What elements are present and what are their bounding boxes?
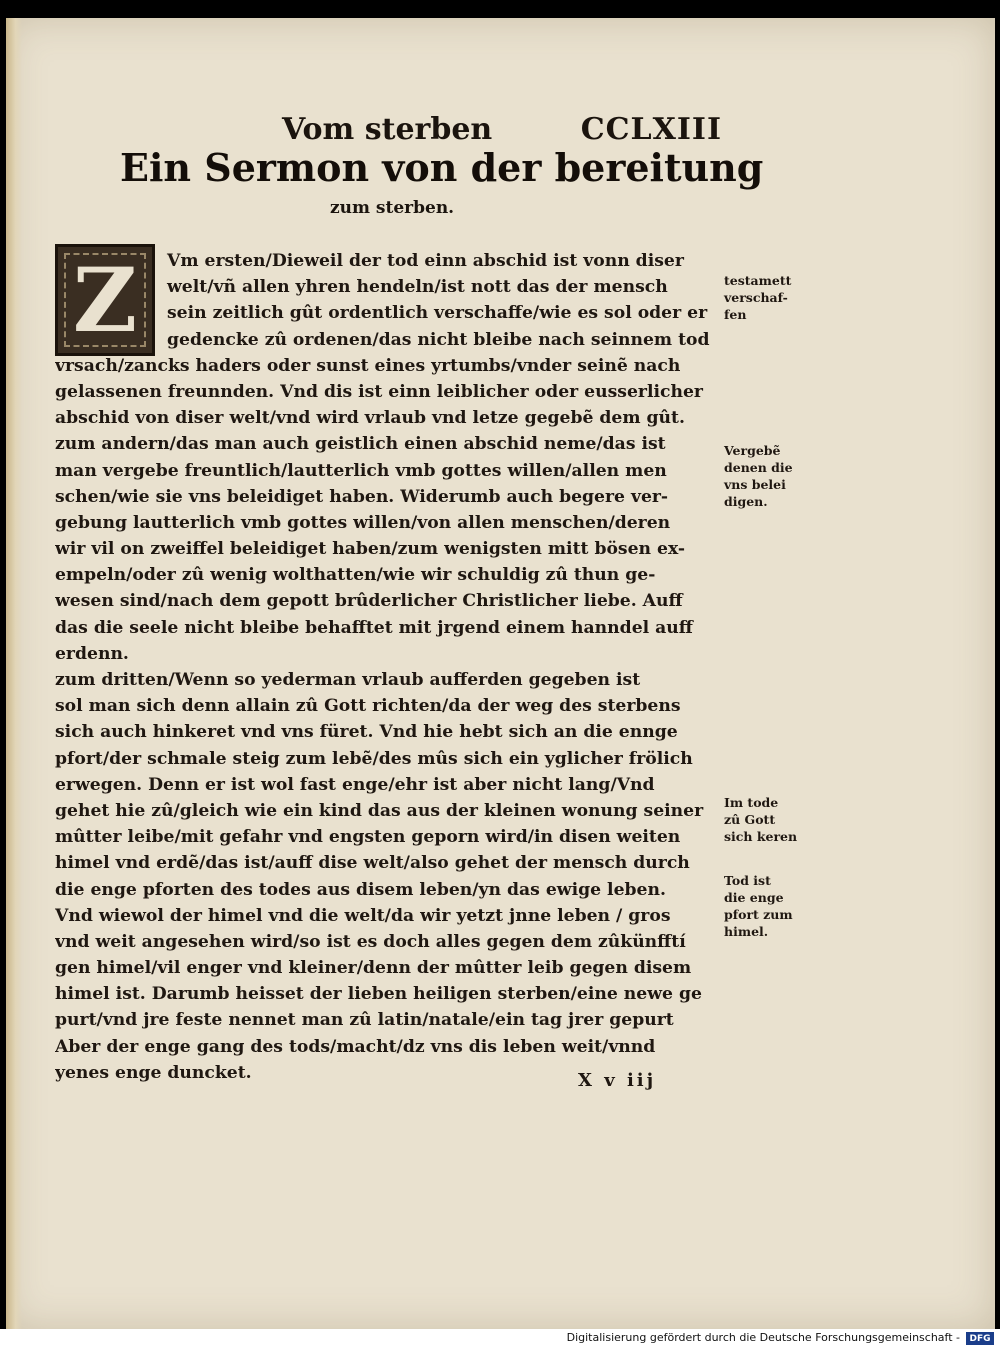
margin-note-turn-to-god bbox=[724, 794, 814, 845]
running-head-title: Vom sterben bbox=[282, 112, 493, 147]
text-line: Vm ersten/Dieweil der tod einn abschid ist vonn diser bbox=[167, 251, 684, 271]
margin-note-line: vns belei bbox=[724, 477, 786, 492]
margin-note-line: fen bbox=[724, 307, 747, 322]
text-line: man vergebe freuntlich/lautterlich vmb gottes willen/allen men bbox=[55, 460, 667, 481]
text-line: sol man sich denn allain zû Gott richten/da der weg des sterbens bbox=[55, 696, 681, 717]
margin-note-line: Vergebẽ bbox=[724, 443, 781, 458]
text-line: pfort/der schmale steig zum lebẽ/des mûs sich ein yglicher frölich bbox=[55, 748, 693, 769]
text-line: sein zeitlich gût ordentlich verschaffe/wie es sol oder er bbox=[167, 303, 708, 324]
text-line: gebung lautterlich vmb gottes willen/von allen menschen/deren bbox=[55, 512, 671, 533]
margin-note-forgive bbox=[724, 442, 814, 510]
footer-credit: Digitalisierung gefördert durch die Deutsche Forschungsgemeinschaft - bbox=[566, 1331, 960, 1344]
margin-note-line: sich keren bbox=[724, 829, 798, 844]
text-line: yenes enge duncket. bbox=[55, 1062, 252, 1083]
text-line: abschid von diser welt/vnd wird vrlaub vnd letze gegebẽ dem gût. bbox=[55, 408, 685, 429]
text-line: himel vnd erdẽ/das ist/auff dise welt/also gehet der mensch durch bbox=[55, 853, 690, 874]
text-line: purt/vnd jre feste nennet man zû latin/natale/ein tag jrer gepurt bbox=[55, 1010, 674, 1031]
text-line: gen himel/vil enger vnd kleiner/denn der mûtter leib gegen disem bbox=[55, 958, 692, 979]
margin-note-line: Im tode bbox=[724, 795, 779, 810]
margin-note-testament bbox=[724, 272, 814, 323]
text-line: empeln/oder zû wenig wolthatten/wie wir schuldig zû thun ge- bbox=[55, 565, 656, 586]
margin-note-line: digen. bbox=[724, 494, 768, 509]
folio-number: CCLXIII bbox=[580, 112, 722, 147]
text-line: wir vil on zweiffel beleidiget haben/zum wenigsten mitt bösen ex- bbox=[55, 539, 686, 560]
text-line: gedencke zû ordenen/das nicht bleibe nach seinnem tod bbox=[167, 329, 710, 350]
sermon-subtitle: zum sterben. bbox=[330, 198, 455, 218]
body-text bbox=[55, 248, 715, 1086]
text-line: schen/wie sie vns beleidiget haben. Widerumb auch begere ver- bbox=[55, 486, 669, 507]
text-line: wesen sind/nach dem gepott brûderlicher Christlicher liebe. Auff bbox=[55, 591, 683, 612]
margin-note-line: Tod ist bbox=[724, 873, 771, 888]
margin-note-line: pfort zum bbox=[724, 907, 793, 922]
text-line: zum andern/das man auch geistlich einen abschid neme/das ist bbox=[55, 434, 666, 455]
text-line: vrsach/zancks haders oder sunst eines yrtumbs/vnder seinẽ nach bbox=[55, 355, 681, 376]
text-line: vnd weit angesehen wird/so ist es doch alles gegen dem zûkünfftí bbox=[55, 931, 686, 952]
text-line: gelassenen freunnden. Vnd dis ist einn leiblicher oder eusserlicher bbox=[55, 381, 703, 402]
margin-note-line: zû Gott bbox=[724, 812, 776, 827]
margin-note-narrow-gate bbox=[724, 872, 814, 940]
text-line: die enge pforten des todes aus disem leben/yn das ewige leben. bbox=[55, 879, 666, 900]
text-line: mûtter leibe/mit gefahr vnd engsten geporn wird/in disen weiten bbox=[55, 827, 681, 848]
footer-bar bbox=[0, 1329, 1000, 1349]
text-line: erwegen. Denn er ist wol fast enge/ehr ist aber nicht lang/Vnd bbox=[55, 774, 655, 795]
text-line: gehet hie zû/gleich wie ein kind das aus der kleinen wonung seiner bbox=[55, 800, 704, 821]
text-line: das die seele nicht bleibe behafftet mit jrgend einem hanndel auff bbox=[55, 617, 693, 638]
margin-note-line: denen die bbox=[724, 460, 793, 475]
text-line: erdenn. bbox=[55, 643, 129, 664]
dfg-logo[interactable]: DFG bbox=[966, 1332, 994, 1345]
margin-note-line: himel. bbox=[724, 924, 769, 939]
margin-note-line: verschaf- bbox=[724, 290, 788, 305]
sermon-title: Ein Sermon von der bereitung bbox=[120, 145, 764, 190]
signature-mark: X v iij bbox=[578, 1070, 657, 1091]
margin-note-line: die enge bbox=[724, 890, 784, 905]
page-spine-edge bbox=[6, 18, 22, 1329]
text-line: himel ist. Darumb heisset der lieben heiligen sterben/eine newe ge bbox=[55, 984, 702, 1005]
text-line: Aber der enge gang des tods/macht/dz vns dis leben weit/vnnd bbox=[55, 1036, 656, 1057]
text-line: sich auch hinkeret vnd vns füret. Vnd hie hebt sich an die ennge bbox=[55, 722, 678, 743]
text-line: zum dritten/Wenn so yederman vrlaub aufferden gegeben ist bbox=[55, 670, 641, 690]
decorated-initial: Z bbox=[55, 244, 155, 356]
text-line: Vnd wiewol der himel vnd die welt/da wir yetzt jnne leben / gros bbox=[55, 905, 671, 926]
text-line: welt/vñ allen yhren hendeln/ist nott das der mensch bbox=[167, 277, 668, 298]
margin-note-line: testamett bbox=[724, 273, 792, 288]
